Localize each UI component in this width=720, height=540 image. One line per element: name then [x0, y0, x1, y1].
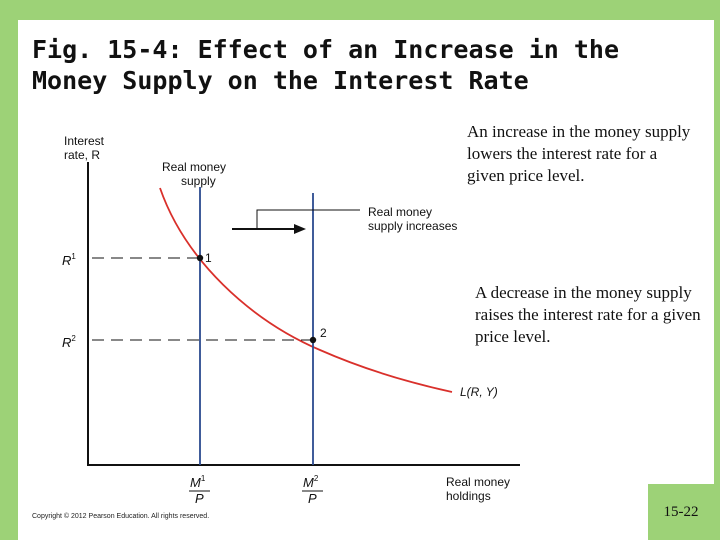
shift-label-line-1: Real money: [368, 205, 433, 219]
r2-label: $R^2$: [62, 334, 76, 350]
equilibrium-point-1-label: 1: [205, 251, 212, 265]
m1-denominator: P: [195, 491, 204, 506]
x-axis-label-line-1: Real money: [446, 475, 511, 489]
supply-label-line-1: Real money: [162, 160, 227, 174]
demand-curve-label: L(R, Y): [460, 385, 498, 399]
increase-note: An increase in the money supply lowers the interest rate for a given price level.: [467, 122, 691, 185]
equilibrium-point-2-label: 2: [320, 326, 327, 340]
supply-label-line-2: supply: [181, 174, 216, 188]
slide-number-badge: 15-22: [648, 484, 714, 540]
equilibrium-point-2: [310, 337, 316, 343]
m1-label: $M^1$: [190, 474, 206, 490]
slide-title-line-1: Fig. 15-4: Effect of an Increase in the: [32, 35, 619, 64]
slide-title-line-2: Money Supply on the Interest Rate: [32, 66, 529, 95]
decrease-note: A decrease in the money supply raises the interest rate for a given price level.: [475, 283, 701, 346]
equilibrium-point-1: [197, 255, 203, 261]
m2-label: $M^2$: [303, 474, 319, 490]
x-axis-label-line-2: holdings: [446, 489, 491, 503]
y-axis-label-line-1: Interest: [64, 134, 105, 148]
shift-arrow-head-icon: [294, 224, 306, 234]
copyright-text: Copyright © 2012 Pearson Education. All rights reserved.: [32, 513, 210, 520]
r1-label: $R^1$: [62, 252, 76, 268]
m2-denominator: P: [308, 491, 317, 506]
y-axis-label-line-2: rate, R: [64, 148, 101, 162]
shift-bracket: [257, 210, 360, 228]
shift-label-line-2: supply increases: [368, 219, 458, 233]
